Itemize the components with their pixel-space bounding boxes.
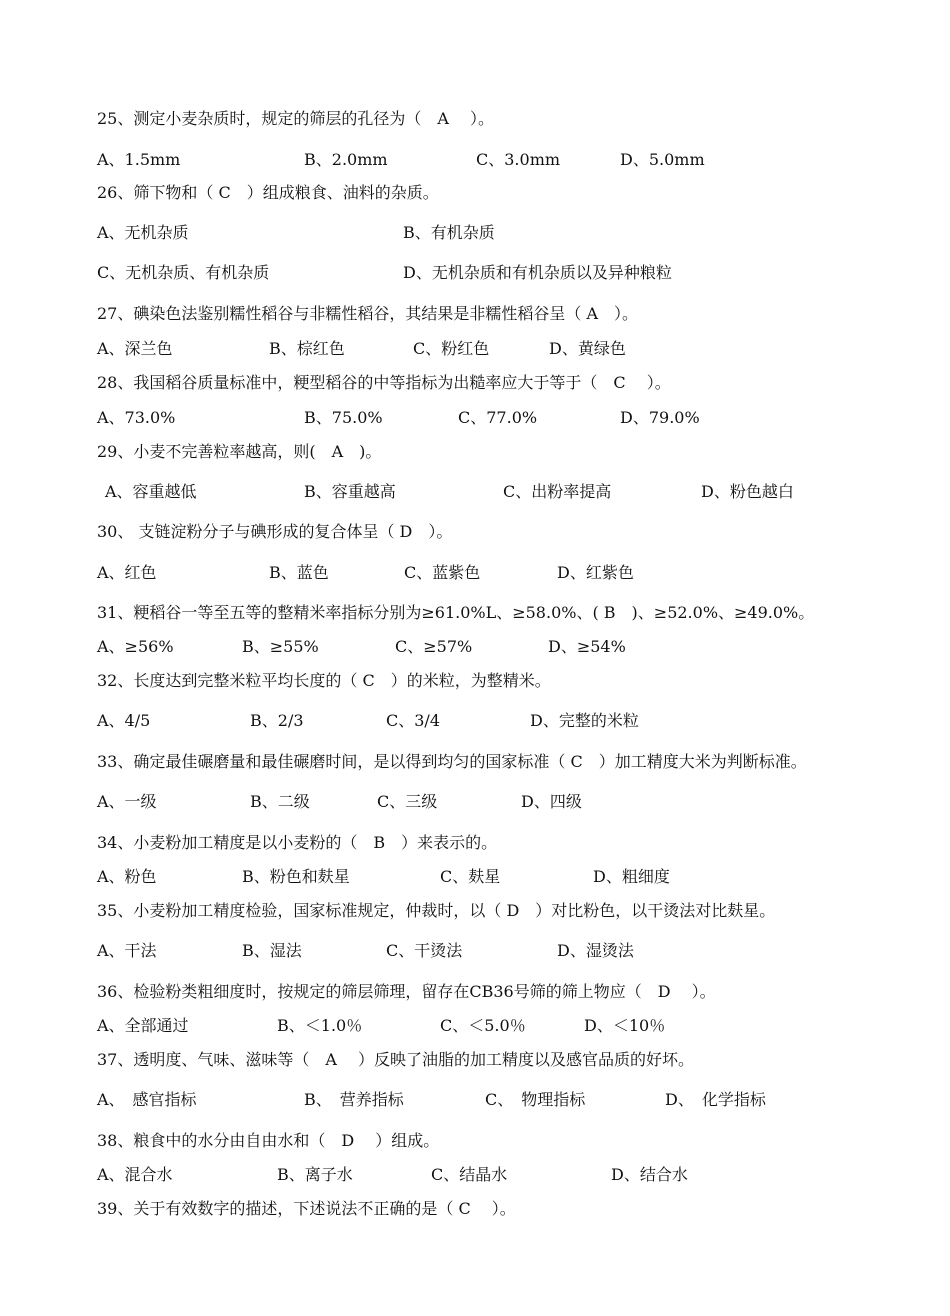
question-text: 27、碘染色法鉴别糯性稻谷与非糯性稻谷，其结果是非糯性稻谷呈（ A ）。 — [97, 304, 639, 323]
option-b: B、75.0% — [304, 408, 383, 427]
question-stem — [0, 830, 950, 856]
option-d: D、79.0% — [620, 408, 700, 427]
option-c: C、出粉率提高 — [503, 482, 612, 501]
question-stem — [0, 519, 950, 545]
option-b: B、容重越高 — [304, 482, 396, 501]
option-d: D、＜10％ — [584, 1016, 666, 1035]
option-c: C、结晶水 — [431, 1165, 508, 1184]
question-stem — [0, 749, 950, 775]
option-c: C、3/4 — [386, 711, 440, 730]
question-text: 39、关于有效数字的描述，下述说法不正确的是（ C ）。 — [97, 1199, 516, 1218]
option-row — [0, 634, 950, 660]
option-a: A、混合水 — [97, 1165, 173, 1184]
option-row — [0, 1087, 950, 1113]
option-b: B、≥55% — [242, 637, 319, 656]
option-c: C、蓝紫色 — [404, 563, 481, 582]
option-b: B、有机杂质 — [403, 223, 495, 242]
question-text: 36、检验粉类粗细度时，按规定的筛层筛理，留存在CB36号筛的筛上物应（ D ）。 — [97, 982, 716, 1001]
option-c: C、三级 — [377, 792, 438, 811]
option-d: D、完整的米粒 — [530, 711, 639, 730]
option-a: A、1.5mm — [97, 150, 181, 169]
question-text: 25、测定小麦杂质时，规定的筛层的孔径为（ A ）。 — [97, 109, 495, 128]
option-a: A、无机杂质 — [97, 223, 189, 242]
question-text: 37、透明度、气味、滋味等（ A ）反映了油脂的加工精度以及感官品质的好坏。 — [97, 1050, 695, 1069]
option-d: D、红紫色 — [557, 563, 634, 582]
question-stem — [0, 1047, 950, 1073]
option-c: C、粉红色 — [413, 339, 490, 358]
question-text: 33、确定最佳碾磨量和最佳碾磨时间，是以得到均匀的国家标准（ C ）加工精度大米为判断标准。 — [97, 752, 807, 771]
option-b: B、棕红色 — [269, 339, 345, 358]
option-d: D、湿烫法 — [557, 941, 634, 960]
option-row — [0, 405, 950, 431]
option-a: A、粉色 — [97, 867, 157, 886]
option-a: A、 感官指标 — [97, 1090, 197, 1109]
option-row — [0, 938, 950, 964]
question-text: 28、我国稻谷质量标准中，粳型稻谷的中等指标为出糙率应大于等于（ C ）。 — [97, 373, 671, 392]
option-row — [0, 1013, 950, 1039]
option-c: C、干烫法 — [386, 941, 463, 960]
question-text: 26、筛下物和（ C ）组成粮食、油料的杂质。 — [97, 183, 439, 202]
question-text: 34、小麦粉加工精度是以小麦粉的（ B ）来表示的。 — [97, 833, 498, 852]
question-text: 29、小麦不完善粒率越高，则( A )。 — [97, 442, 382, 461]
option-c: C、77.0% — [458, 408, 538, 427]
option-d: D、结合水 — [611, 1165, 688, 1184]
option-d: D、四级 — [521, 792, 582, 811]
option-b: B、湿法 — [242, 941, 302, 960]
question-stem — [0, 1128, 950, 1154]
option-a: A、深兰色 — [97, 339, 173, 358]
option-c: C、3.0mm — [476, 150, 561, 169]
option-d: D、无机杂质和有机杂质以及异种粮粒 — [403, 263, 672, 282]
option-d: D、粉色越白 — [701, 482, 794, 501]
option-row — [0, 560, 950, 586]
option-c: C、无机杂质、有机杂质 — [97, 263, 270, 282]
option-b: B、2/3 — [250, 711, 304, 730]
option-c: C、麸星 — [440, 867, 501, 886]
option-d: D、黄绿色 — [549, 339, 626, 358]
option-b: B、＜1.0％ — [277, 1016, 363, 1035]
option-row — [0, 789, 950, 815]
question-text: 30、 支链淀粉分子与碘形成的复合体呈（ D ）。 — [97, 522, 453, 541]
question-stem — [0, 370, 950, 396]
question-stem — [0, 979, 950, 1005]
option-c: C、≥57% — [395, 637, 473, 656]
question-stem — [0, 106, 950, 132]
option-a: A、干法 — [97, 941, 157, 960]
question-stem — [0, 1196, 950, 1222]
question-stem — [0, 301, 950, 327]
option-b: B、粉色和麸星 — [242, 867, 350, 886]
option-c: C、＜5.0％ — [440, 1016, 526, 1035]
question-stem — [0, 668, 950, 694]
question-stem — [0, 180, 950, 206]
option-a: A、红色 — [97, 563, 157, 582]
option-a: A、73.0% — [97, 408, 176, 427]
option-c: C、 物理指标 — [485, 1090, 586, 1109]
question-stem — [0, 600, 950, 626]
option-row — [0, 479, 950, 505]
question-stem — [0, 898, 950, 924]
option-a: A、一级 — [97, 792, 157, 811]
question-text: 31、粳稻谷一等至五等的整精米率指标分别为≥61.0%L、≥58.0%、( B )、≥52.0%、≥49.0%。 — [97, 603, 815, 622]
option-row — [0, 864, 950, 890]
option-a: A、4/5 — [97, 711, 151, 730]
option-row — [0, 336, 950, 362]
option-d: D、 化学指标 — [665, 1090, 766, 1109]
option-d: D、5.0mm — [620, 150, 705, 169]
option-b: B、蓝色 — [269, 563, 329, 582]
question-stem — [0, 439, 950, 465]
option-row — [0, 708, 950, 734]
option-b: B、二级 — [250, 792, 310, 811]
option-row — [0, 220, 950, 246]
question-text: 32、长度达到完整米粒平均长度的（ C ）的米粒，为整精米。 — [97, 671, 551, 690]
question-text: 38、粮食中的水分由自由水和（ D ）组成。 — [97, 1131, 440, 1150]
option-b: B、离子水 — [277, 1165, 353, 1184]
option-row — [0, 260, 950, 286]
option-b: B、 营养指标 — [304, 1090, 404, 1109]
option-b: B、2.0mm — [304, 150, 388, 169]
option-a: A、≥56% — [97, 637, 174, 656]
option-row — [0, 1162, 950, 1188]
question-text: 35、小麦粉加工精度检验，国家标准规定，仲裁时，以（ D ）对比粉色，以干烫法对比麸星。 — [97, 901, 776, 920]
option-row — [0, 147, 950, 173]
option-a: A、容重越低 — [105, 482, 197, 501]
option-d: D、≥54% — [548, 637, 626, 656]
option-d: D、粗细度 — [593, 867, 670, 886]
option-a: A、全部通过 — [97, 1016, 189, 1035]
